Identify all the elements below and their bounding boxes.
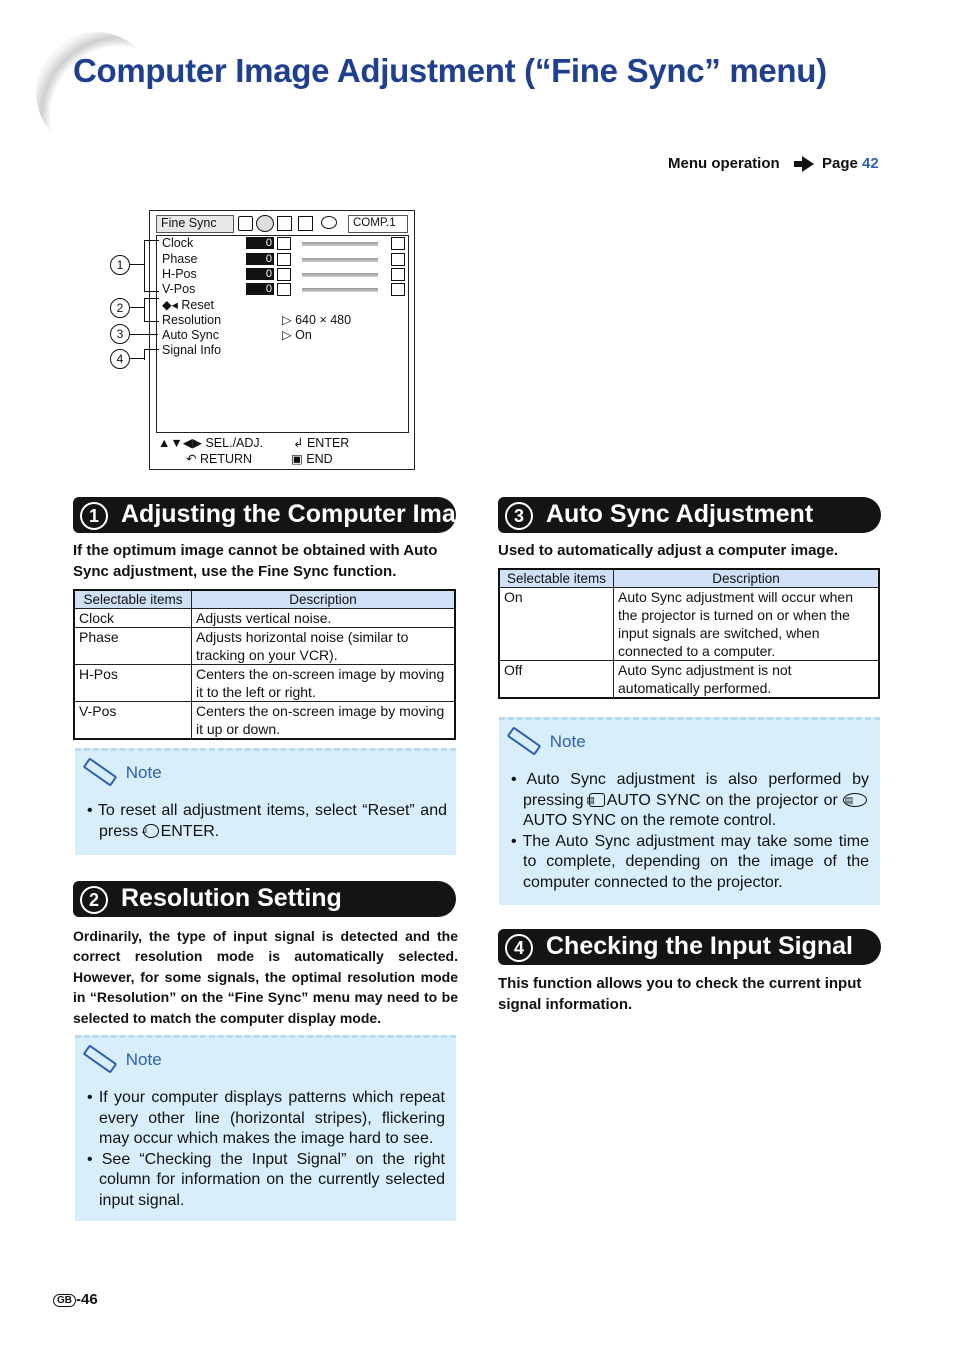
options1-menu-icon <box>277 216 292 231</box>
section-2-heading <box>73 881 456 917</box>
pencil-icon <box>83 757 118 786</box>
note-item-text-3: AUTO SYNC on the remote control. <box>523 812 777 829</box>
section-2-lead: Ordinarily, the type of input signal is detected and the correct resolution mode is automatically selected. However, for some signals, the optimal resolution mode in “Resolution” on the “Fine Sync” menu may need to be selected to match the computer display mode. <box>73 928 458 1026</box>
table-row <box>74 665 455 702</box>
note-list <box>87 1088 445 1211</box>
note-item-text: Auto Sync adjustment is also performed by pressing <box>523 771 869 809</box>
section-1-number: 1 <box>80 502 108 530</box>
osd-hint-end <box>291 451 333 466</box>
header-decoration <box>36 32 156 152</box>
table-row <box>499 588 879 661</box>
callout-1: 1 <box>110 255 130 275</box>
auto-sync-button-icon: ▤ <box>589 793 605 807</box>
page-label: Page <box>822 155 858 172</box>
note-heading <box>83 763 162 783</box>
h-pos-icon-right <box>391 268 405 281</box>
clock-icon-right <box>391 237 405 250</box>
table-row <box>74 702 455 740</box>
note-list <box>87 801 447 842</box>
osd-item-reset-label: Reset <box>181 298 215 312</box>
note-item <box>511 770 869 832</box>
page-number <box>53 1291 98 1308</box>
osd-item-phase: Phase <box>162 252 198 266</box>
section-3-heading <box>498 497 881 533</box>
osd-hint-return <box>186 451 252 466</box>
region-badge: GB <box>53 1294 76 1307</box>
table-cell: Off <box>499 661 614 699</box>
note-item-text-2: ENTER. <box>160 822 220 840</box>
osd-item-clock: Clock <box>162 236 194 250</box>
phase-icon-right <box>391 253 405 266</box>
section-1-note <box>75 748 456 855</box>
picture-menu-icon <box>238 216 253 231</box>
section-4-heading <box>498 929 881 965</box>
table-cell: Phase <box>74 628 192 665</box>
osd-tab-fine-sync <box>156 215 234 233</box>
clock-slider <box>302 242 378 246</box>
section-1-heading <box>73 497 485 533</box>
triangle-right-icon: ▷ <box>282 313 292 327</box>
osd-item-h-pos: H-Pos <box>162 267 197 281</box>
end-button-icon: ▣ <box>291 452 303 466</box>
callout-line-2 <box>130 307 144 308</box>
fine-sync-osd <box>149 210 415 470</box>
note-item: • See “Checking the Input Signal” on the right column for information on the currently selected input signal. <box>87 1150 445 1212</box>
callout-line-1 <box>130 264 144 265</box>
phase-value: 0 <box>246 253 274 265</box>
note-item <box>87 801 447 842</box>
phase-slider <box>302 258 378 262</box>
section-4-lead: This function allows you to check the current input signal information. <box>498 975 862 1013</box>
table-header: Selectable items <box>499 569 614 588</box>
osd-input-label: COMP.1 <box>353 217 396 229</box>
resolution-value <box>282 312 351 327</box>
auto-sync-value-text: On <box>295 328 312 342</box>
auto-sync-items-table <box>498 568 880 699</box>
v-pos-slider <box>302 288 378 292</box>
table-cell: On <box>499 588 614 661</box>
page-ref-link[interactable]: 42 <box>862 155 879 172</box>
reset-icon: ◆◂ <box>162 298 178 312</box>
section-1-lead: If the optimum image cannot be obtained with Auto Sync adjustment, use the Fine Sync function. <box>73 542 438 580</box>
table-header: Selectable items <box>74 590 192 609</box>
pencil-icon <box>507 726 542 755</box>
enter-button-icon: ↲ <box>143 824 159 838</box>
section-3-note <box>499 717 880 905</box>
callout-bracket-1 <box>144 240 159 292</box>
section-3-title: Auto Sync Adjustment <box>546 500 814 528</box>
language-menu-icon <box>321 216 337 229</box>
clock-icon <box>277 237 291 250</box>
v-pos-icon-right <box>391 283 405 296</box>
fine-sync-items-table <box>73 589 456 740</box>
section-2-number: 2 <box>80 886 108 914</box>
callout-line-3 <box>130 334 158 335</box>
options2-menu-icon <box>298 216 313 231</box>
note-label: Note <box>125 1050 162 1069</box>
section-4-number: 4 <box>505 934 533 962</box>
clock-value: 0 <box>246 237 274 249</box>
table-cell: Centers the on-screen image by moving it up or down. <box>192 702 456 740</box>
section-3-number: 3 <box>505 502 533 530</box>
h-pos-icon <box>277 268 291 281</box>
note-heading <box>507 732 586 752</box>
section-3-lead: Used to automatically adjust a computer image. <box>498 542 839 559</box>
osd-item-auto-sync: Auto Sync <box>162 328 219 342</box>
table-cell: Clock <box>74 609 192 628</box>
fine-sync-menu-icon <box>256 215 274 232</box>
callout-4: 4 <box>110 349 130 369</box>
osd-hint-end-label: END <box>306 452 333 466</box>
callout-3: 3 <box>110 324 130 344</box>
page-number-text: -46 <box>76 1291 98 1308</box>
menu-operation-ref <box>668 155 879 172</box>
callout-2: 2 <box>110 298 130 318</box>
phase-icon <box>277 253 291 266</box>
table-row <box>499 661 879 699</box>
page-title: Computer Image Adjustment (“Fine Sync” menu) <box>73 52 827 89</box>
osd-tab-label: Fine Sync <box>161 216 217 230</box>
v-pos-value: 0 <box>246 283 274 295</box>
arrows-icon: ▲▼◀▶ <box>158 436 202 450</box>
osd-item-reset <box>162 297 214 312</box>
note-item: • The Auto Sync adjustment may take some time to complete, depending on the image of the computer connected to the projector. <box>511 832 869 894</box>
osd-hint-sel <box>158 435 263 450</box>
osd-item-resolution: Resolution <box>162 313 222 327</box>
h-pos-value: 0 <box>246 268 274 280</box>
table-cell: Auto Sync adjustment is not automatically performed. <box>614 661 880 699</box>
section-2-title: Resolution Setting <box>121 884 342 912</box>
section-2-note <box>75 1035 456 1221</box>
note-item-text-2: AUTO SYNC on the projector or <box>606 791 838 809</box>
section-1-title: Adjusting the Computer Image <box>121 500 485 528</box>
note-label: Note <box>125 763 162 782</box>
note-item: • If your computer displays patterns which repeat every other line (horizontal stripes), flickering may occur which makes the image hard to see. <box>87 1088 445 1150</box>
callout-line-4 <box>130 358 144 359</box>
table-header: Description <box>614 569 880 588</box>
table-cell: Adjusts vertical noise. <box>192 609 456 628</box>
triangle-right-icon: ▷ <box>282 328 292 342</box>
pencil-icon <box>83 1044 118 1073</box>
osd-hint-return-label: RETURN <box>199 452 253 466</box>
return-icon: ↶ <box>186 452 197 466</box>
enter-icon: ↲ <box>293 436 304 450</box>
table-cell: Auto Sync adjustment will occur when the projector is turned on or when the input signals are switched, when connected to a computer. <box>614 588 880 661</box>
osd-item-v-pos: V-Pos <box>162 282 196 296</box>
note-label: Note <box>549 732 586 751</box>
osd-item-signal-info: Signal Info <box>162 343 222 357</box>
arrow-right-icon <box>802 156 814 172</box>
menu-operation-label: Menu operation <box>668 155 780 172</box>
callout-bracket-4 <box>144 349 159 360</box>
note-list <box>511 770 869 893</box>
table-cell: H-Pos <box>74 665 192 702</box>
table-row <box>74 609 455 628</box>
osd-hint-sel-label: SEL./ADJ. <box>205 436 264 450</box>
osd-hint-enter <box>293 435 349 450</box>
remote-auto-sync-button-icon: ▤ <box>843 793 867 807</box>
h-pos-slider <box>302 273 378 277</box>
section-4-title: Checking the Input Signal <box>546 932 853 960</box>
table-row <box>74 628 455 665</box>
resolution-value-text: 640 × 480 <box>295 313 352 327</box>
table-cell: Centers the on-screen image by moving it to the left or right. <box>192 665 456 702</box>
note-item-text: To reset all adjustment items, select “Reset” and press <box>97 802 447 840</box>
osd-input-indicator <box>348 215 408 233</box>
osd-hint-enter-label: ENTER <box>306 436 350 450</box>
callout-bracket-2 <box>144 298 159 322</box>
table-header: Description <box>192 590 456 609</box>
note-heading <box>83 1050 162 1070</box>
v-pos-icon <box>277 283 291 296</box>
table-cell: Adjusts horizontal noise (similar to tracking on your VCR). <box>192 628 456 665</box>
table-cell: V-Pos <box>74 702 192 740</box>
auto-sync-value <box>282 327 312 342</box>
